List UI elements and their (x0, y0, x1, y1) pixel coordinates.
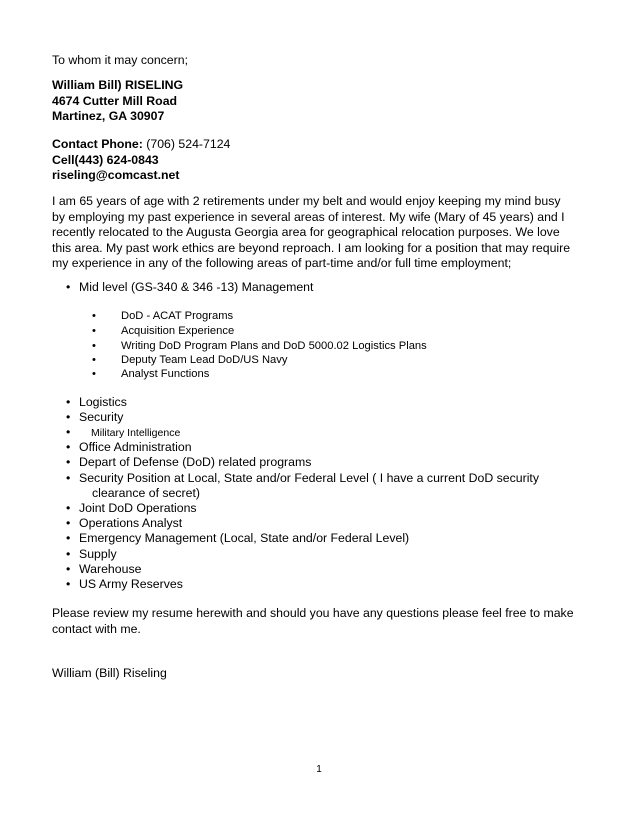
list-item: • Warehouse (66, 562, 142, 576)
list-item: • Logistics (66, 395, 127, 409)
phone-label: Contact Phone: (52, 137, 143, 151)
bullet-icon: • (66, 410, 71, 424)
closing-line: Please review my resume herewith and should you have any questions please feel free to make (52, 606, 574, 620)
list-item: • Military Intelligence (66, 425, 181, 439)
sender-name: William Bill) RISELING (52, 78, 184, 92)
sender-city: Martinez, GA 30907 (52, 109, 165, 123)
bullet-icon: • (66, 280, 71, 294)
list-item: • Supply (66, 547, 117, 561)
page-number: 1 (316, 764, 322, 775)
bullet-icon: • (66, 425, 71, 439)
bullet-icon: • (92, 368, 96, 380)
phone-value: (706) 524-7124 (146, 137, 231, 151)
closing-line: contact with me. (52, 621, 141, 636)
list-item: • Depart of Defense (DoD) related programs (66, 455, 312, 469)
list-item: • Security Position at Local, State and/or Federal Level ( I have a current DoD security (66, 471, 539, 485)
bullet-icon: • (66, 395, 71, 409)
bullet-icon: • (92, 354, 96, 366)
bullet-icon: • (66, 516, 71, 530)
sub-list-item: • Acquisition Experience (92, 324, 234, 340)
email: riseling@comcast.net (52, 168, 180, 182)
list-item: • Joint DoD Operations (66, 501, 197, 515)
sub-list-item: • Writing DoD Program Plans and DoD 5000.02 Logistics Plans (92, 339, 427, 355)
bullet-icon: • (66, 501, 71, 515)
list-item: • US Army Reserves (66, 577, 183, 591)
list-item-management: • Mid level (GS-340 & 346 -13) Management (66, 280, 314, 294)
address-block (52, 78, 597, 125)
bullet-icon: • (66, 440, 71, 454)
contact-block (52, 137, 597, 184)
bullet-icon: • (66, 471, 71, 485)
contact-phone-line (52, 137, 597, 153)
bullet-icon: • (66, 577, 71, 591)
intro-line: recently relocated to the Augusta Georgia area for geographical relocation purposes. We love (52, 225, 560, 239)
sub-list-item: • Deputy Team Lead DoD/US Navy (92, 353, 287, 369)
list-item: • Emergency Management (Local, State and/or Federal Level) (66, 531, 410, 545)
list-item: • Office Administration (66, 440, 192, 454)
list-item-continuation: clearance of secret) (92, 486, 200, 500)
list-item: • Security (66, 410, 124, 424)
bullet-icon: • (92, 310, 96, 322)
intro-line: my experience in any of the following areas of part-time and/or full time employment; (52, 256, 512, 270)
sender-street: 4674 Cutter Mill Road (52, 93, 178, 108)
sub-list-item: • Analyst Functions (92, 367, 209, 383)
bullet-icon: • (66, 547, 71, 561)
intro-line: this area. My past work ethics are beyond reproach. I am looking for a position that may require (52, 240, 571, 255)
signature: William (Bill) Riseling (52, 666, 167, 680)
bullet-icon: • (66, 562, 71, 576)
list-item: • Operations Analyst (66, 516, 183, 530)
sub-list-item: • DoD - ACAT Programs (92, 309, 233, 325)
bullet-icon: • (66, 531, 71, 545)
intro-paragraph (52, 194, 597, 272)
bullet-icon: • (66, 455, 71, 469)
bullet-icon: • (92, 325, 96, 337)
intro-line: by employing my past experience in several areas of interest. My wife (Mary of 45 years) and I (52, 209, 565, 224)
intro-line: I am 65 years of age with 2 retirements under my belt and would enjoy keeping my mind busy (52, 194, 561, 208)
bullet-icon: • (92, 340, 96, 352)
greeting: To whom it may concern; (52, 53, 188, 67)
closing-paragraph (52, 606, 597, 637)
cell-phone: Cell(443) 624-0843 (52, 152, 159, 167)
